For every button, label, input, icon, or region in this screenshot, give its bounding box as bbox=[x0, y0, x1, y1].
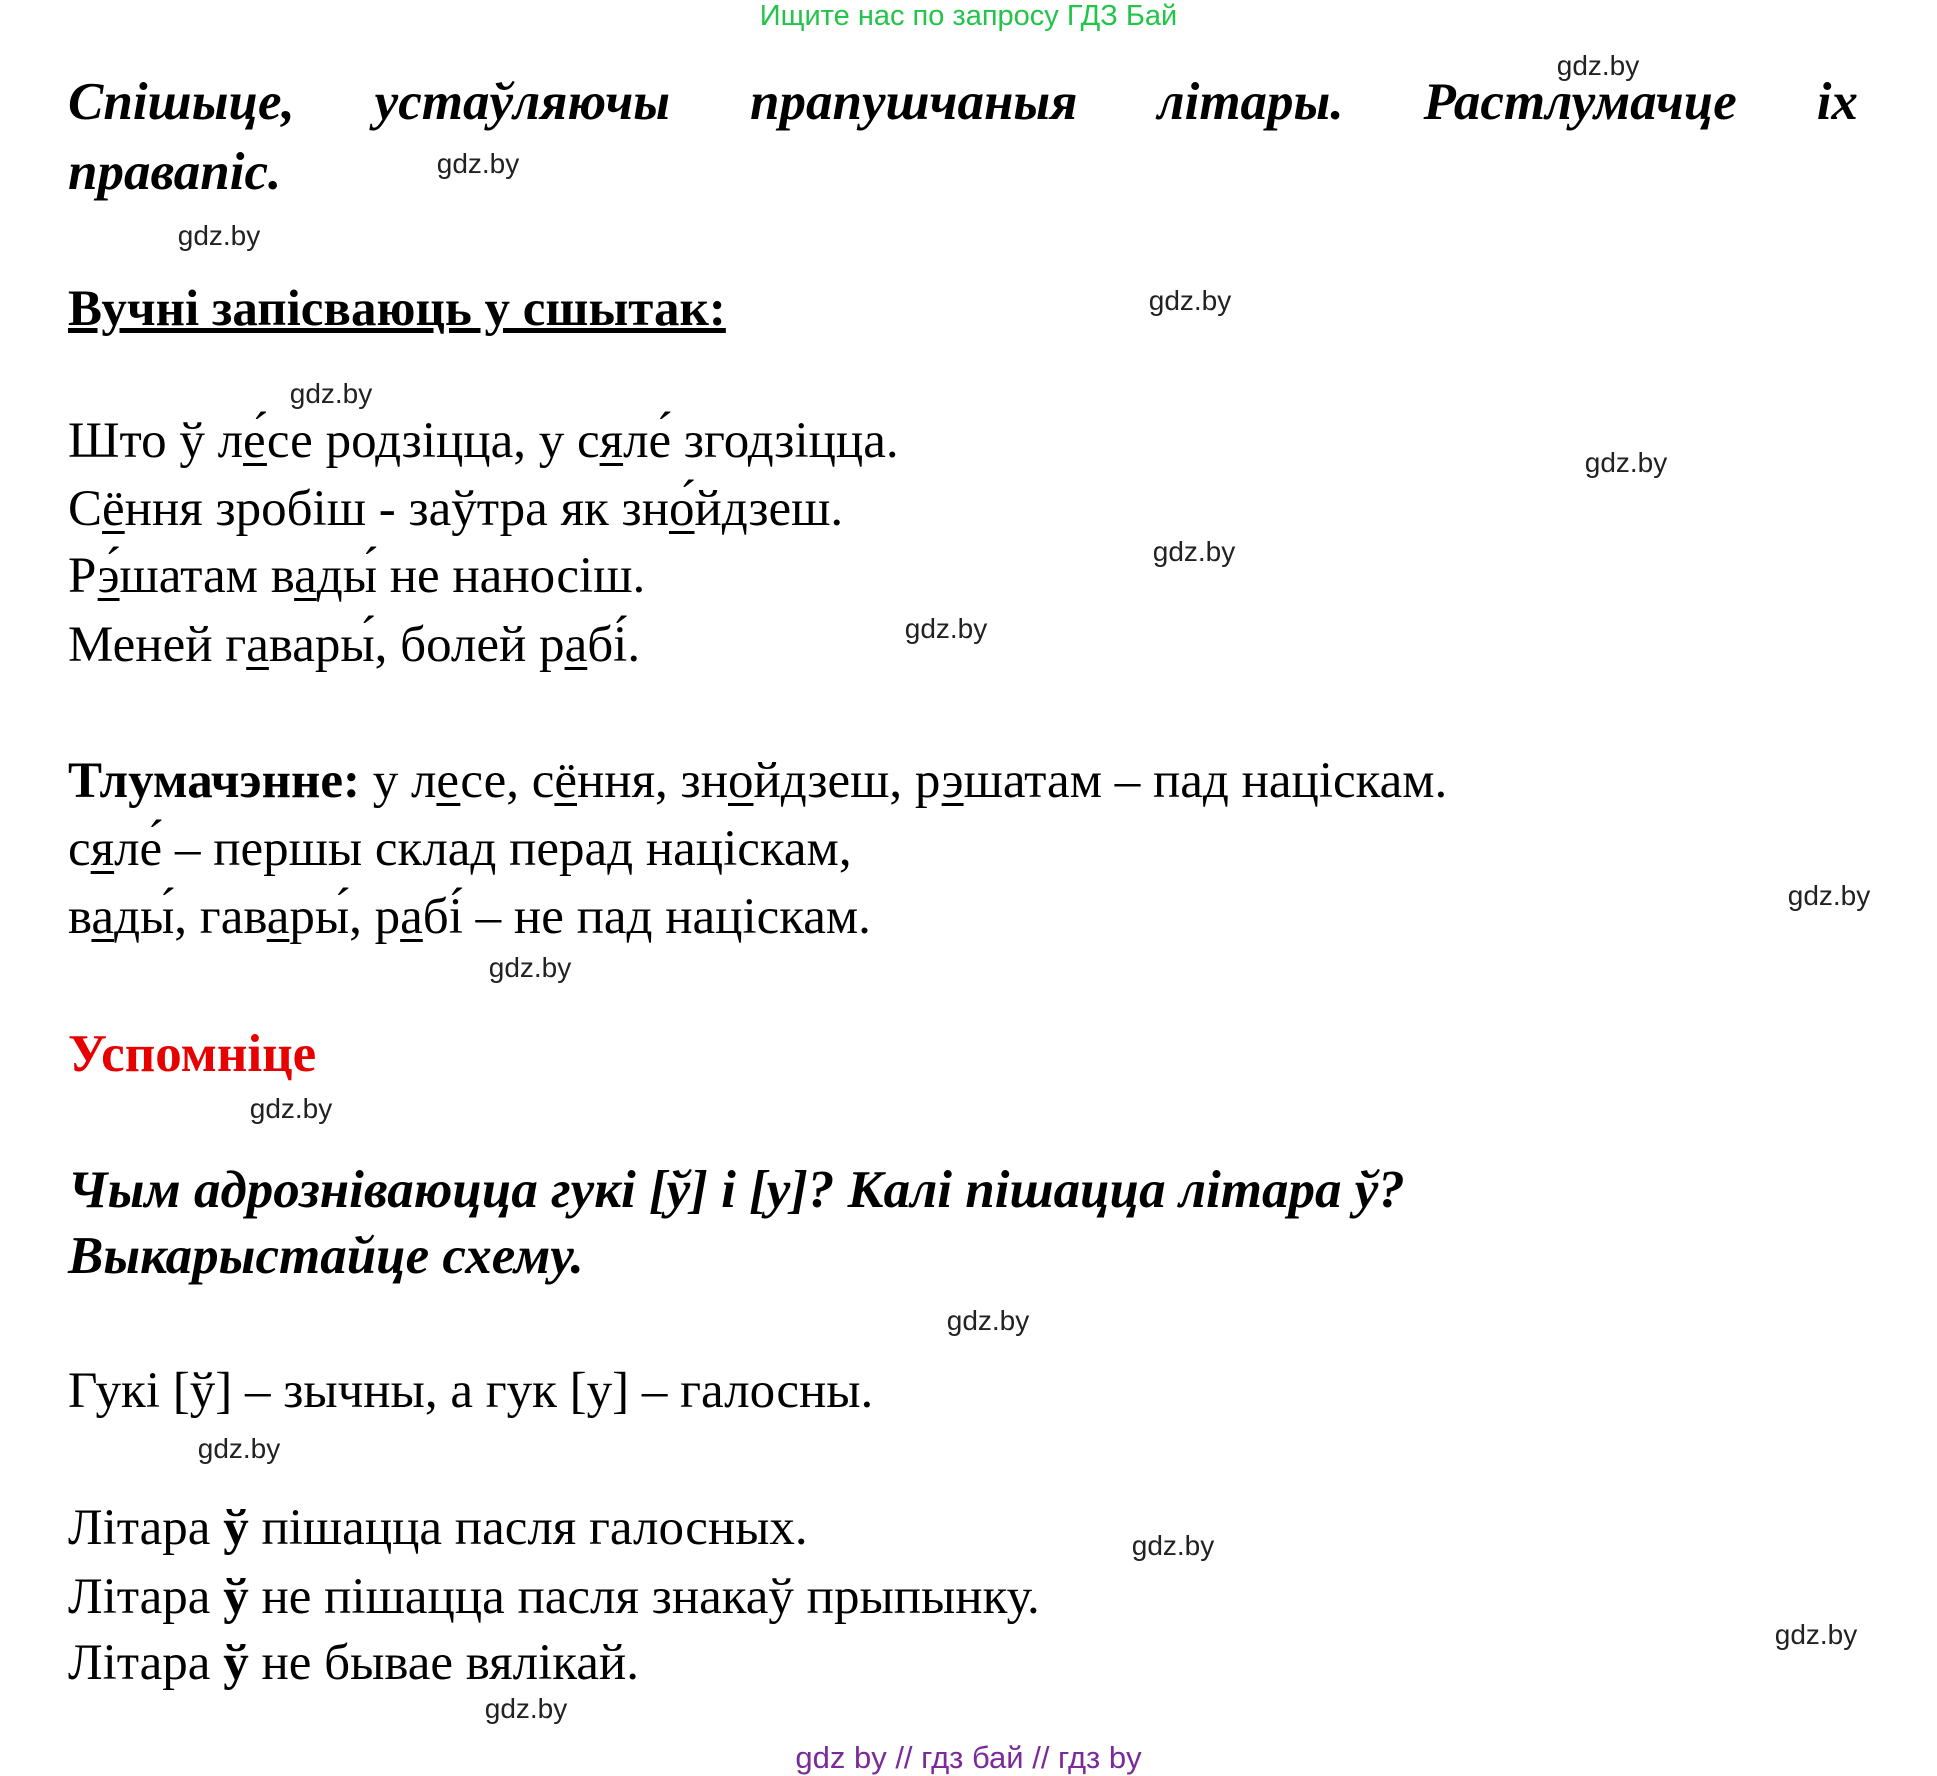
text-segment: йдзеш. bbox=[694, 481, 844, 537]
text-segment: не бывае вялікай. bbox=[248, 1635, 639, 1691]
text-segment: ў bbox=[223, 1635, 249, 1691]
text-line bbox=[68, 888, 871, 946]
subheading: Вучні запісваюць у сшытак: bbox=[68, 281, 726, 337]
watermark: gdz.by bbox=[177, 220, 261, 251]
search-hint-header: Ищите нас по запросу ГДЗ Бай bbox=[759, 0, 1178, 32]
title-word: іх bbox=[1816, 73, 1858, 131]
text-line bbox=[68, 1568, 1040, 1626]
text-segment: Меней г bbox=[68, 617, 247, 673]
text-segment: вары́, болей р bbox=[268, 617, 565, 673]
title-word: прапушчаныя bbox=[750, 73, 1078, 131]
underlined-letter: я bbox=[599, 413, 624, 469]
watermark: gdz.by bbox=[1152, 536, 1236, 567]
text-line bbox=[68, 752, 1447, 810]
title-word: Растлумачце bbox=[1423, 73, 1737, 131]
watermark: gdz.by bbox=[1556, 50, 1640, 81]
text-segment: у л bbox=[359, 753, 437, 809]
underlined-letter: о́ bbox=[669, 481, 695, 537]
text-segment: се родзіцца, у с bbox=[266, 413, 600, 469]
text-segment: ды́ не наносіш. bbox=[316, 548, 646, 604]
text-segment: Гукі [ў] – зычны, а гук [у] – галосны. bbox=[68, 1363, 874, 1419]
text-segment: С bbox=[68, 481, 103, 537]
watermark: gdz.by bbox=[249, 1093, 333, 1124]
underlined-letter: а bbox=[246, 617, 269, 673]
text-segment: ле́ згодзіцца. bbox=[623, 413, 899, 469]
underlined-letter: э́ bbox=[97, 548, 120, 604]
text-segment: Літара bbox=[68, 1500, 224, 1556]
title-word: Спішыце, bbox=[68, 73, 295, 131]
text-segment: шатам в bbox=[119, 548, 295, 604]
text-line bbox=[68, 412, 899, 470]
underlined-letter: а bbox=[400, 889, 423, 945]
title-word: устаўляючы bbox=[374, 73, 671, 131]
text-segment: ды́, гав bbox=[114, 889, 267, 945]
text-segment: Літара bbox=[68, 1569, 224, 1625]
underlined-letter: а bbox=[266, 889, 290, 945]
underlined-letter: е bbox=[436, 753, 461, 809]
text-segment: ры́, р bbox=[289, 889, 401, 945]
title-word: літары. bbox=[1157, 73, 1344, 131]
text-segment: се, с bbox=[460, 753, 555, 809]
question-line: Чым адрозніваюцца гукі [ў] і [у]? Калі пішацца літара ў? bbox=[68, 1161, 1405, 1219]
underlined-letter: я bbox=[90, 821, 115, 877]
watermark: gdz.by bbox=[436, 148, 520, 179]
text-line bbox=[68, 1634, 639, 1692]
text-segment: ння зробіш - заўтра як зн bbox=[124, 481, 669, 537]
text-segment: Тлумачэнне: bbox=[68, 753, 360, 809]
text-segment: шатам – пад націскам. bbox=[963, 753, 1448, 809]
text-segment: пішацца пасля галосных. bbox=[248, 1500, 808, 1556]
underlined-letter: о bbox=[727, 753, 754, 809]
text-line bbox=[68, 820, 852, 878]
underlined-letter: а bbox=[91, 889, 115, 945]
watermark: gdz.by bbox=[1787, 880, 1871, 911]
footer-links: gdz by // гдз бай // гдз by bbox=[795, 1740, 1142, 1775]
text-segment: йдзеш, р bbox=[753, 753, 942, 809]
text-line bbox=[68, 1362, 873, 1420]
text-segment: бі́ – не пад націскам. bbox=[422, 889, 871, 945]
remember-heading: Успомніце bbox=[68, 1025, 317, 1083]
watermark: gdz.by bbox=[946, 1305, 1030, 1336]
text-segment: в bbox=[68, 889, 92, 945]
text-segment: ў bbox=[223, 1500, 249, 1556]
text-segment: ў bbox=[223, 1569, 249, 1625]
text-segment: с bbox=[68, 821, 91, 877]
text-segment: ле́ – першы склад перад націскам, bbox=[114, 821, 852, 877]
text-segment: Што ў л bbox=[68, 413, 244, 469]
watermark: gdz.by bbox=[197, 1433, 281, 1464]
watermark: gdz.by bbox=[488, 952, 572, 983]
text-line bbox=[68, 547, 645, 605]
underlined-letter: а bbox=[564, 617, 588, 673]
underlined-letter: ё bbox=[554, 753, 577, 809]
text-segment: не пішацца пасля знакаў прыпынку. bbox=[248, 1569, 1040, 1625]
text-segment: бі́. bbox=[587, 617, 641, 673]
text-line bbox=[68, 616, 640, 674]
text-line bbox=[68, 480, 843, 538]
watermark: gdz.by bbox=[484, 1693, 568, 1724]
task-title-line-2: правапіс. bbox=[68, 143, 282, 201]
text-segment: Літара bbox=[68, 1635, 224, 1691]
text-segment: ння, зн bbox=[577, 753, 728, 809]
underlined-letter: э bbox=[941, 753, 964, 809]
text-segment: Р bbox=[68, 548, 98, 604]
text-line bbox=[68, 1499, 808, 1557]
watermark: gdz.by bbox=[904, 613, 988, 644]
watermark: gdz.by bbox=[289, 378, 373, 409]
watermark: gdz.by bbox=[1584, 447, 1668, 478]
underlined-letter: е́ bbox=[243, 413, 267, 469]
watermark: gdz.by bbox=[1131, 1530, 1215, 1561]
underlined-letter: ё bbox=[102, 481, 125, 537]
underlined-letter: а bbox=[294, 548, 317, 604]
question-line: Выкарыстайце схему. bbox=[68, 1227, 584, 1285]
watermark: gdz.by bbox=[1774, 1619, 1858, 1650]
watermark: gdz.by bbox=[1148, 285, 1232, 316]
